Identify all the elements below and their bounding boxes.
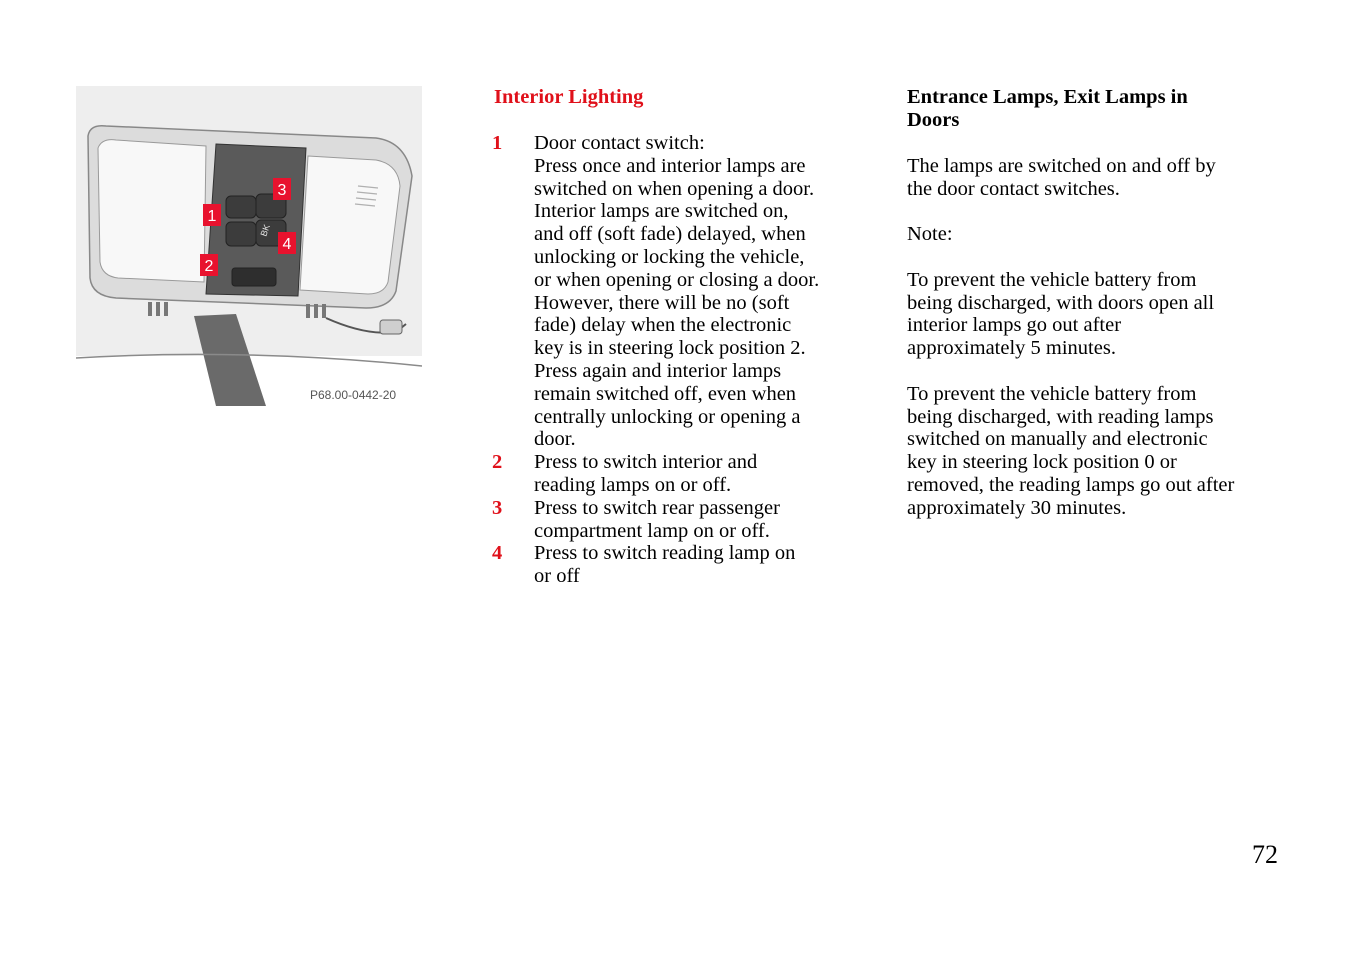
overhead-control-panel-illustration [76,86,422,406]
callout-4 [278,232,296,254]
entrance-lamps-heading: Entrance Lamps, Exit Lamps in Doors [907,86,1188,131]
list-item [492,132,862,451]
callout-1-label: 1 [207,208,217,225]
figure-reference-code: P68.00-0442-20 [310,388,397,402]
interior-lighting-section [492,86,862,588]
list-item [492,451,862,497]
interior-lighting-heading: Interior Lighting [494,86,644,108]
callout-3-label: 3 [277,182,287,199]
item-text: Press to switch rear passenger compartment lamp on or off. [534,496,780,542]
button-1 [226,196,256,218]
right-reading-lamp-lens [300,156,400,294]
item-text: Press to switch reading lamp on or off [534,542,796,588]
note-paragraph-reading-lamps: To prevent the vehicle battery from being discharged, with reading lamps switched on manually and electronic key in steering lock position 0 or removed, the reading lamps go out after approximately 30 minutes. [907,382,1235,519]
callout-3 [273,178,291,200]
list-item [492,497,862,543]
bk-button-label: BK [258,222,272,238]
page-number: 72 [1252,840,1278,869]
note-label: Note: [907,223,953,246]
entrance-lamps-section [907,86,1277,520]
item-number: 3 [492,496,503,519]
connector [380,320,402,334]
note-paragraph-doors-open: To prevent the vehicle battery from being discharged, with doors open all interior lamps go out after approximately 5 minutes. [907,268,1215,360]
callout-4-label: 4 [282,236,292,253]
callout-2 [200,254,218,276]
button-2 [226,222,256,246]
list-item [492,542,862,588]
entrance-lamps-paragraph: The lamps are switched on and off by the door contact switches. [907,154,1216,200]
left-reading-lamp-lens [98,140,206,282]
callout-1 [203,204,221,226]
interior-lighting-list [492,132,862,588]
item-number: 4 [492,542,503,565]
lower-switch [232,268,276,286]
callout-2-label: 2 [204,258,214,275]
item-text: Door contact switch: Press once and interior lamps are switched on when opening a door. Interior lamps are switched on, and off (soft fade) delayed, when unlocking or locking the vehicle, or when opening or closing a door. However, there will be no (soft fade) delay when the electronic key is in steering lock position 2. Press again and interior lamps remain switched off, even when centrally unlocking or opening a door. [534,132,820,451]
item-number: 2 [492,451,503,474]
item-text: Press to switch interior and reading lamps on or off. [534,451,758,496]
item-number: 1 [492,132,503,154]
